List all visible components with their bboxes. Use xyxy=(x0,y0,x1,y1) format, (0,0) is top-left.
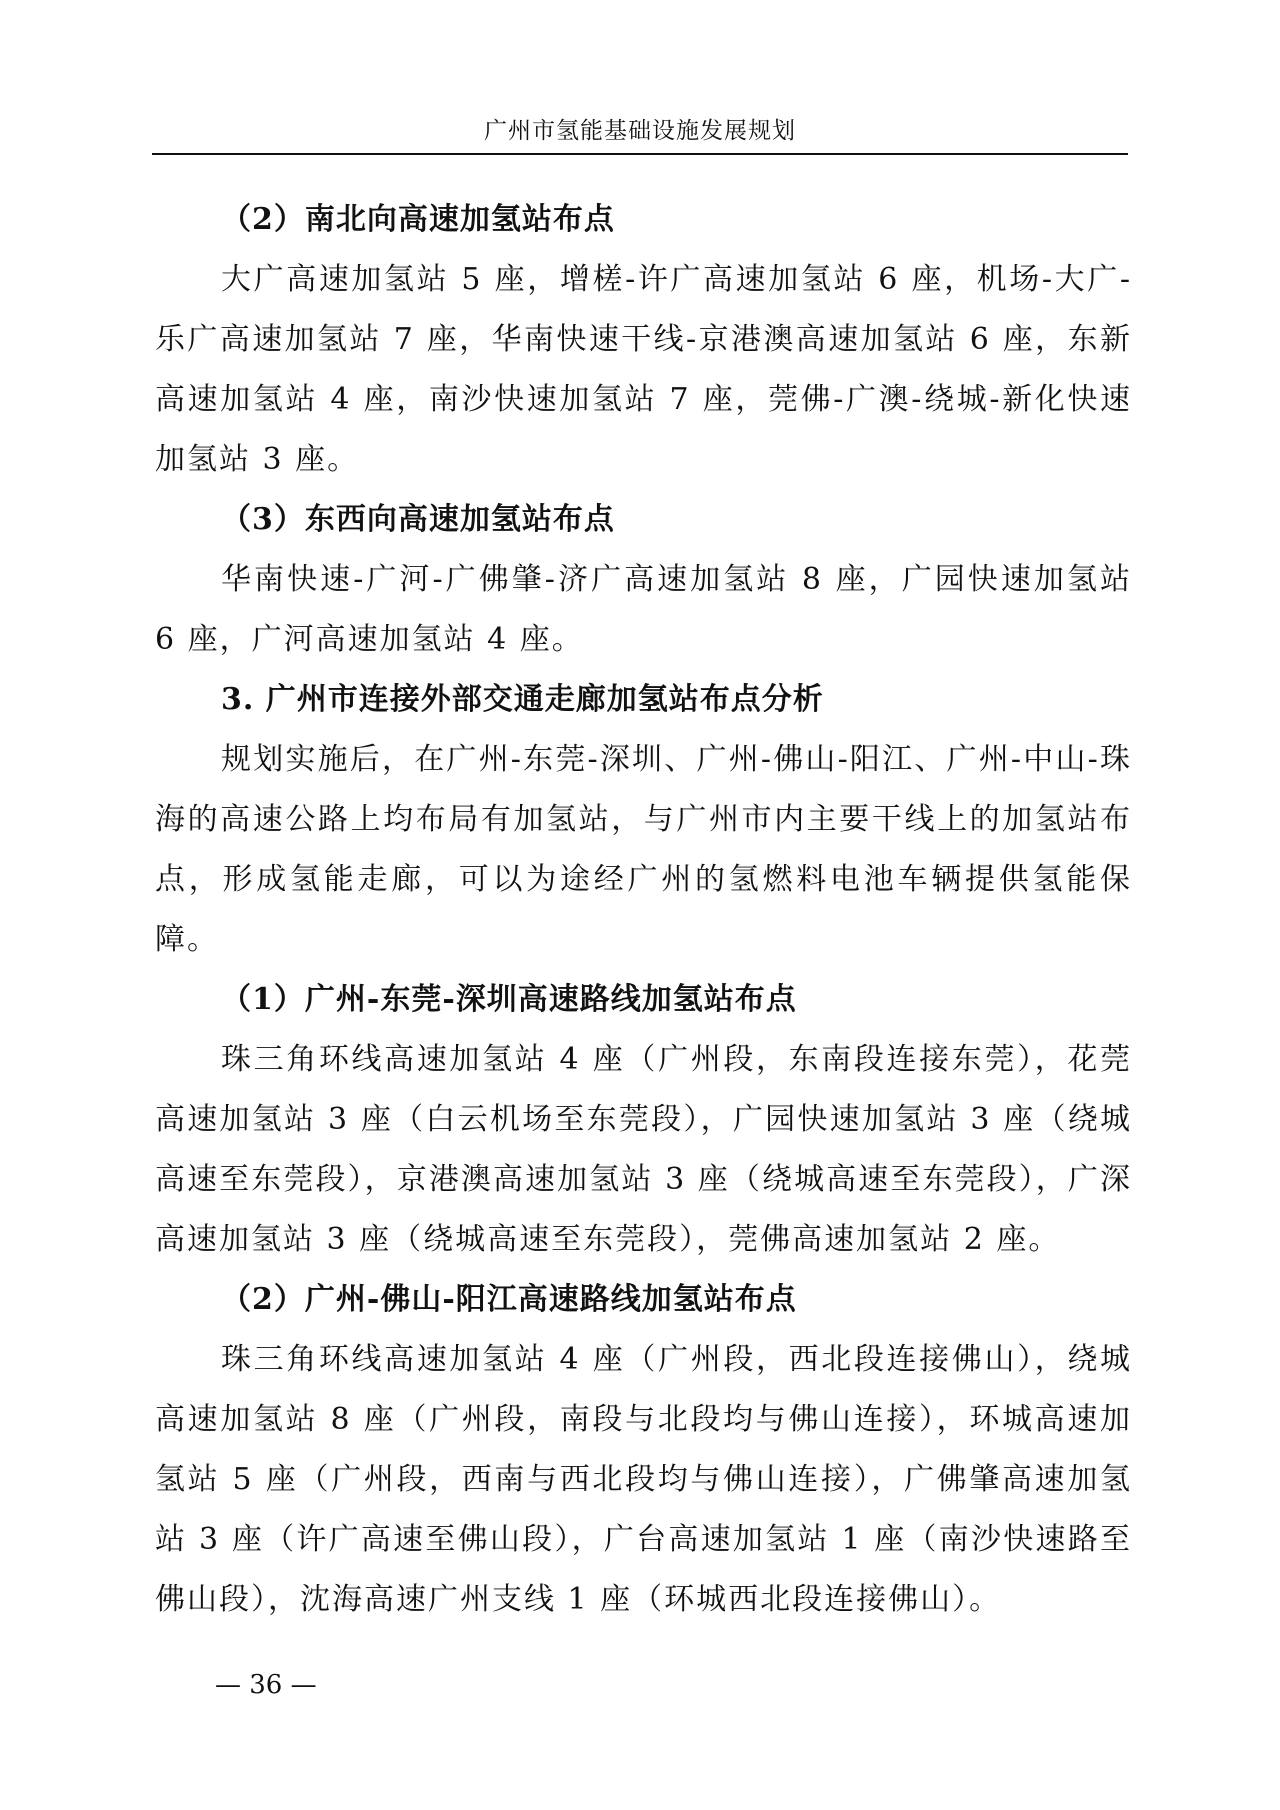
document-body xyxy=(155,190,1132,1630)
paragraph-east-west: 华南快速-广河-广佛肇-济广高速加氢站 8 座，广园快速加氢站 6 座，广河高速加氢站 4 座。 xyxy=(155,562,1132,657)
paragraph-north-south: 大广高速加氢站 5 座，增槎-许广高速加氢站 6 座，机场-大广-乐广高速加氢站 7 座，华南快速干线-京港澳高速加氢站 6 座，东新高速加氢站 4 座，南沙快速加氢站 7 座，莞佛-广澳-绕城-新化快速加氢站 3 座。 xyxy=(155,262,1132,477)
section-heading-guangzhou-foshan-yangjiang: （2）广州-佛山-阳江高速路线加氢站布点 xyxy=(221,1282,797,1317)
section-heading-external-corridor: 3. 广州市连接外部交通走廊加氢站布点分析 xyxy=(221,682,824,717)
header-rule xyxy=(152,153,1128,155)
page-number: — 36 — xyxy=(215,1670,317,1700)
paragraph-guangzhou-foshan-yangjiang: 珠三角环线高速加氢站 4 座（广州段，西北段连接佛山），绕城高速加氢站 8 座（广州段，南段与北段均与佛山连接），环城高速加氢站 5 座（广州段，西南与西北段均与佛山连接），广佛肇高速加氢站 3 座（许广高速至佛山段），广台高速加氢站 1 座（南沙快速路至佛山段），沈海高速广州支线 1 座（环城西北段连接佛山）。 xyxy=(155,1342,1132,1617)
paragraph-external-corridor: 规划实施后，在广州-东莞-深圳、广州-佛山-阳江、广州-中山-珠海的高速公路上均布局有加氢站，与广州市内主要干线上的加氢站布点，形成氢能走廊，可以为途经广州的氢燃料电池车辆提供氢能保障。 xyxy=(155,742,1132,957)
section-heading-guangzhou-dongguan-shenzhen: （1）广州-东莞-深圳高速路线加氢站布点 xyxy=(221,982,797,1017)
page-header-title: 广州市氢能基础设施发展规划 xyxy=(484,118,796,144)
section-heading-north-south: （2）南北向高速加氢站布点 xyxy=(221,202,615,237)
section-heading-east-west: （3）东西向高速加氢站布点 xyxy=(221,502,615,537)
paragraph-guangzhou-dongguan-shenzhen: 珠三角环线高速加氢站 4 座（广州段，东南段连接东莞），花莞高速加氢站 3 座（白云机场至东莞段），广园快速加氢站 3 座（绕城高速至东莞段），京港澳高速加氢站 3 座（绕城高速至东莞段），广深高速加氢站 3 座（绕城高速至东莞段），莞佛高速加氢站 2 座。 xyxy=(155,1042,1132,1257)
